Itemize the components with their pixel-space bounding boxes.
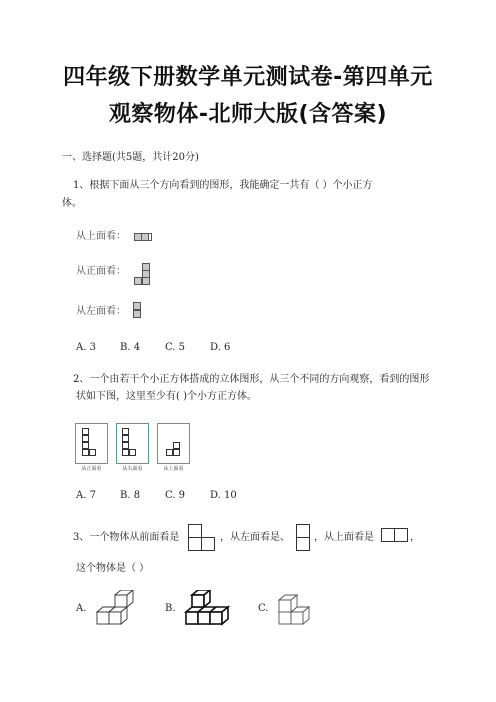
q2-text-line2: 状如下图，这里至少有( )个小方正方体。 [76, 391, 257, 402]
q3-text-part2: ，从左面看是、 [220, 532, 290, 543]
page-subtitle: 观察物体-北师大版(含答案) [108, 102, 388, 127]
q3-text-line2: 这个物体是（ ） [76, 563, 150, 574]
q2-option-d[interactable]: D. 10 [210, 490, 237, 501]
q1-text-line2: 体。 [62, 198, 82, 209]
q1-option-d[interactable]: D. 6 [210, 342, 231, 353]
q3-option-a[interactable]: A. [76, 603, 87, 614]
q2-option-b[interactable]: B. 8 [120, 490, 141, 501]
q1-view-front-label: 从正面看： [76, 266, 126, 277]
q1-text-line1: 1、根据下面从三个方向看到的图形，我能确定一共有（ ）个小正方 [73, 180, 373, 191]
page-title: 四年级下册数学单元测试卷-第四单元 [63, 65, 433, 90]
q1-option-c[interactable]: C. 5 [165, 342, 186, 353]
q2-caption-front: 从正面看 [81, 466, 102, 472]
q1-option-a[interactable]: A. 3 [76, 342, 96, 353]
q2-caption-right: 从右面看 [122, 466, 143, 472]
q3-option-b-figure [184, 590, 234, 628]
q2-option-c[interactable]: C. 9 [165, 490, 186, 501]
q2-caption-top: 从上面看 [163, 466, 184, 472]
q2-text-line1: 2、一个由若干个小正方体搭成的立体图形，从三个不同的方向观察，看到的图形 [73, 374, 430, 385]
q1-option-b[interactable]: B. 4 [120, 342, 141, 353]
q3-text-part3: ，从上面看是 [314, 532, 374, 543]
q3-text-part1: 3、一个物体从前面看是 [73, 532, 180, 543]
q3-option-b[interactable]: B. [165, 603, 176, 614]
q3-text-part4: ， [410, 532, 420, 543]
q3-option-c-figure [277, 590, 323, 628]
q3-option-a-figure [95, 590, 139, 628]
q2-option-a[interactable]: A. 7 [76, 490, 96, 501]
q3-option-c[interactable]: C. [258, 603, 269, 614]
q1-view-left-label: 从左面看： [76, 306, 126, 317]
section-heading: 一、选择题(共5题，共计20分) [62, 152, 199, 163]
q1-view-top-label: 从上面看： [76, 231, 126, 242]
